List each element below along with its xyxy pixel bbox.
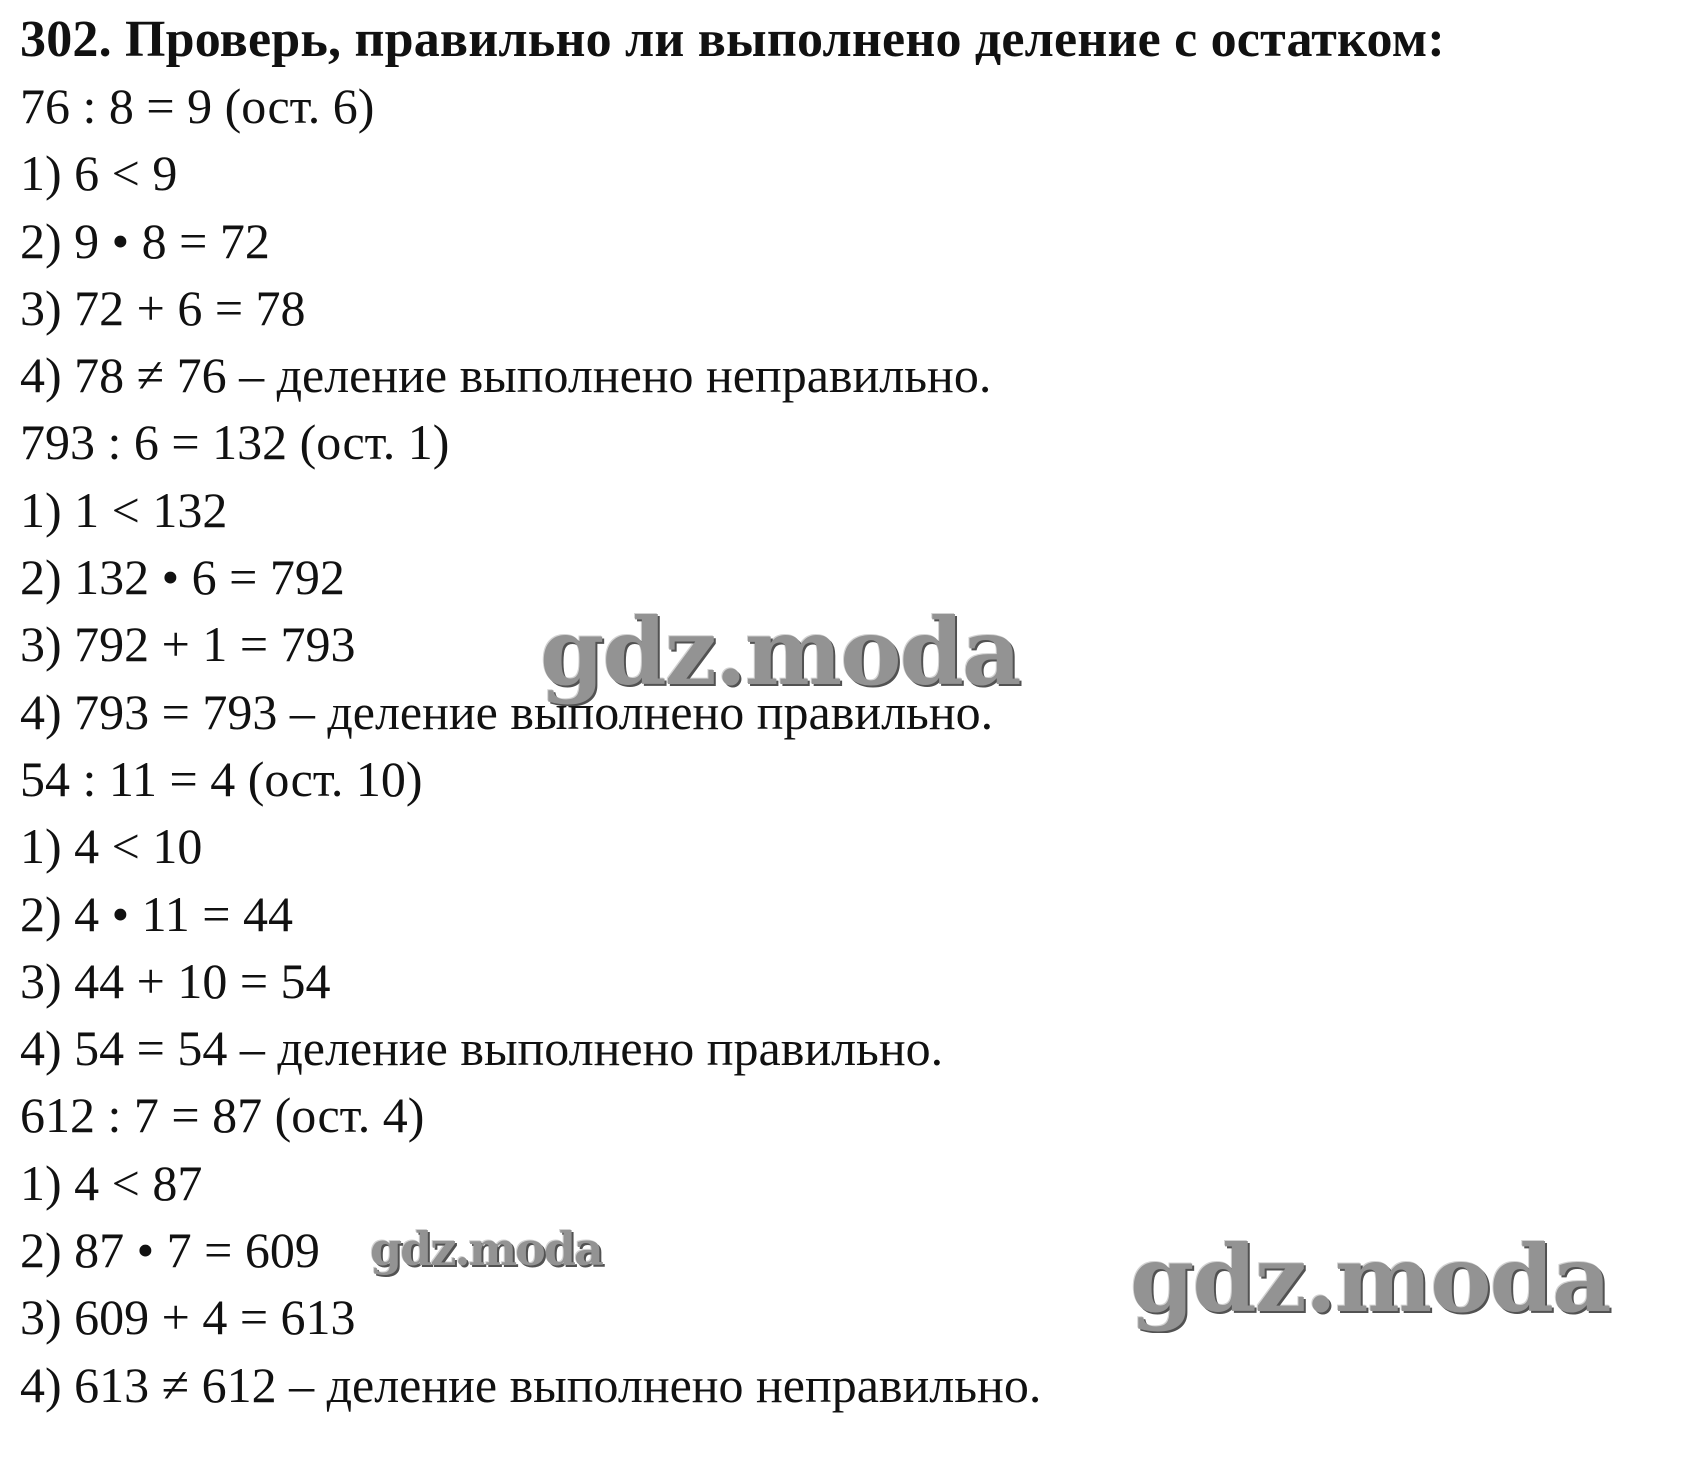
solution-line: 4) 54 = 54 – деление выполнено правильно. <box>20 1020 944 1077</box>
solution-page <box>20 6 1670 1419</box>
watermark: gdz.moda <box>540 598 1020 706</box>
solution-line: 3) 792 + 1 = 793 <box>20 616 356 673</box>
solution-line: 612 : 7 = 87 (ост. 4) <box>20 1087 425 1144</box>
watermark: gdz.moda <box>1130 1225 1610 1333</box>
solution-line: 1) 4 < 10 <box>20 818 203 875</box>
solution-line: 1) 6 < 9 <box>20 145 178 202</box>
solution-line: 2) 4 • 11 = 44 <box>20 885 293 942</box>
solution-line: 2) 132 • 6 = 792 <box>20 549 345 606</box>
solution-line: 3) 72 + 6 = 78 <box>20 279 306 336</box>
exercise-title: 302. Проверь, правильно ли выполнено деление с остатком: <box>20 11 1445 68</box>
watermark: gdz.moda <box>370 1222 602 1276</box>
solution-line: 2) 87 • 7 = 609 <box>20 1222 320 1279</box>
solution-line: 4) 613 ≠ 612 – деление выполнено неправильно. <box>20 1356 1042 1413</box>
solution-line: 2) 9 • 8 = 72 <box>20 212 270 269</box>
solution-line: 4) 793 = 793 – деление выполнено правильно. <box>20 683 994 740</box>
solution-line: 54 : 11 = 4 (ост. 10) <box>20 750 423 807</box>
solution-line: 3) 609 + 4 = 613 <box>20 1289 356 1346</box>
solution-line: 793 : 6 = 132 (ост. 1) <box>20 414 450 471</box>
solution-line: 1) 1 < 132 <box>20 481 228 538</box>
solution-line: 3) 44 + 10 = 54 <box>20 952 331 1009</box>
solution-line: 1) 4 < 87 <box>20 1154 203 1211</box>
solution-line: 76 : 8 = 9 (ост. 6) <box>20 78 375 134</box>
solution-line: 4) 78 ≠ 76 – деление выполнено неправильно. <box>20 347 992 404</box>
